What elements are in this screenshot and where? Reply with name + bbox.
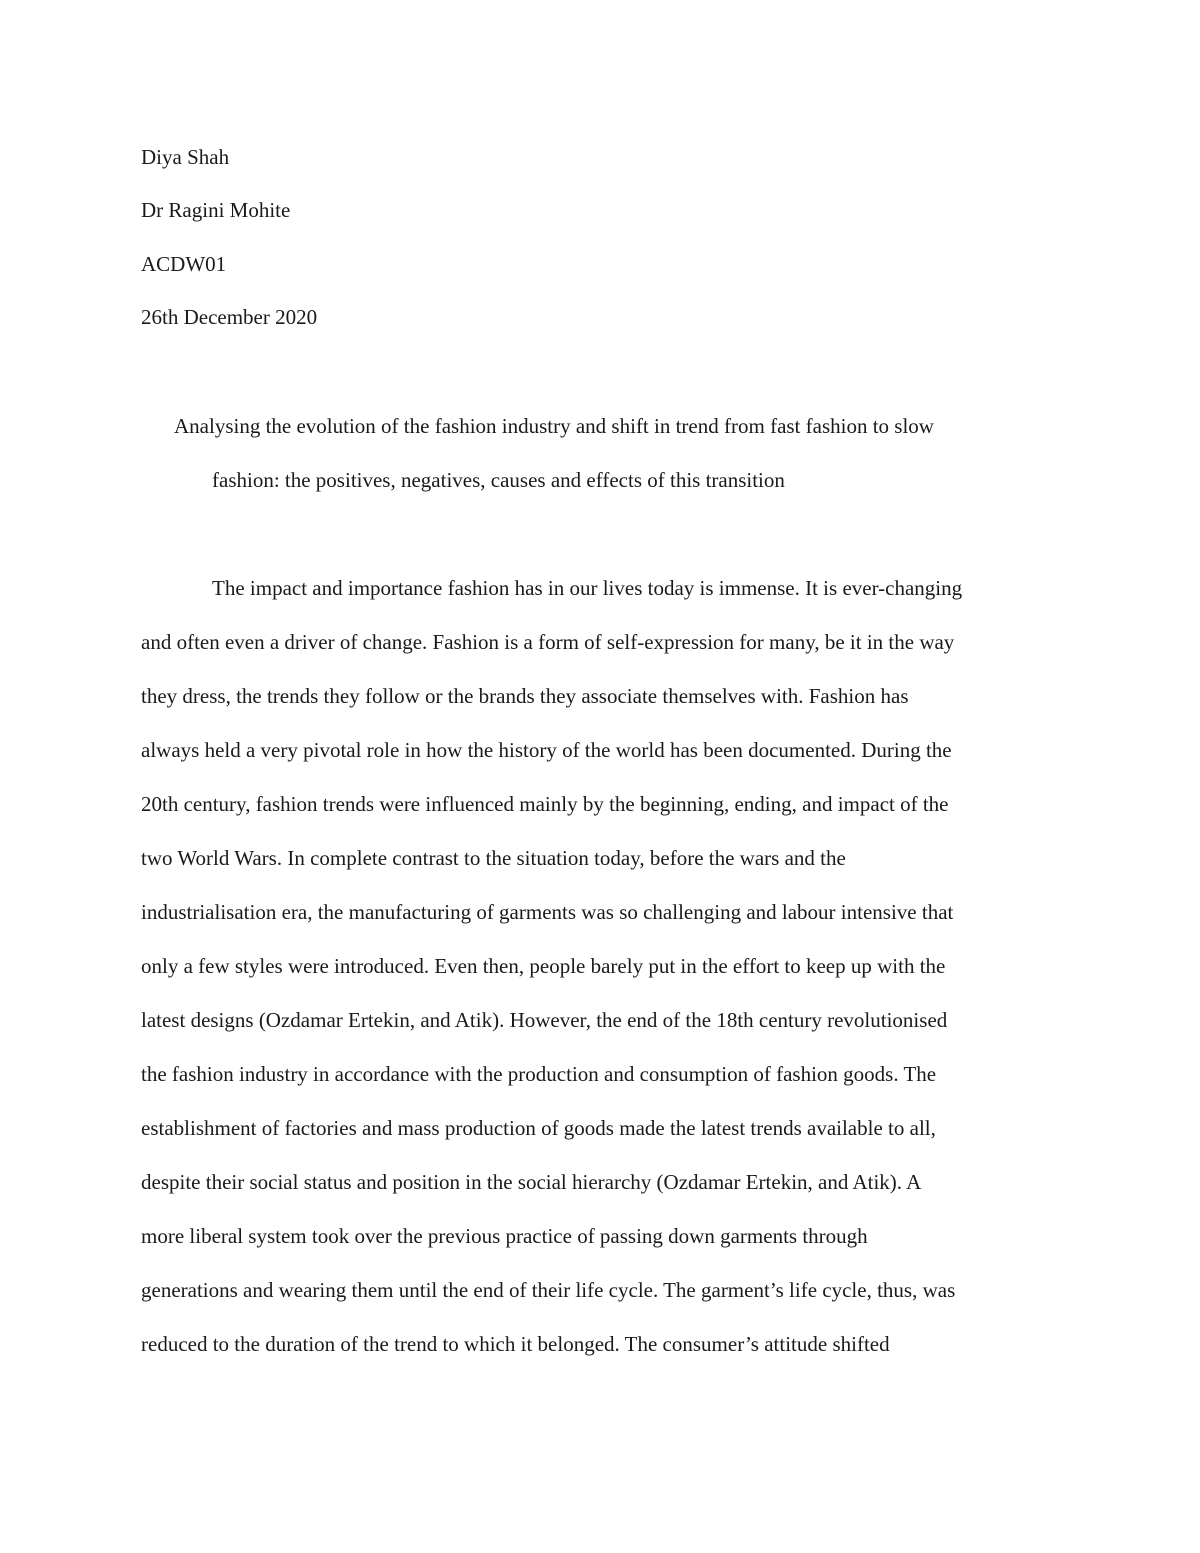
body-line: reduced to the duration of the trend to which it belonged. The consumer’s attitude shifted [141,1332,890,1356]
body-line: latest designs (Ozdamar Ertekin, and Atik). However, the end of the 18th century revolutionised [141,1008,948,1032]
instructor-name: Dr Ragini Mohite [141,198,291,222]
body-line: The impact and importance fashion has in our lives today is immense. It is ever-changing [212,576,963,600]
body-line: industrialisation era, the manufacturing of garments was so challenging and labour intensive that [141,900,954,924]
body-line: only a few styles were introduced. Even then, people barely put in the effort to keep up with the [141,954,946,978]
body-line: more liberal system took over the previous practice of passing down garments through [141,1224,868,1248]
course-code: ACDW01 [141,252,227,276]
essay-title-line: Analysing the evolution of the fashion industry and shift in trend from fast fashion to slow [174,414,934,438]
body-line: establishment of factories and mass production of goods made the latest trends available to all, [141,1116,936,1140]
body-line: they dress, the trends they follow or the brands they associate themselves with. Fashion has [141,684,909,708]
body-line: generations and wearing them until the end of their life cycle. The garment’s life cycle, thus, was [141,1278,956,1302]
author-name: Diya Shah [141,145,230,169]
body-line: two World Wars. In complete contrast to the situation today, before the wars and the [141,846,846,870]
submission-date: 26th December 2020 [141,305,318,329]
body-line: despite their social status and position in the social hierarchy (Ozdamar Ertekin, and Atik). A [141,1170,922,1194]
body-line: always held a very pivotal role in how the history of the world has been documented. During the [141,738,952,762]
body-line: the fashion industry in accordance with the production and consumption of fashion goods. The [141,1062,937,1086]
body-line: and often even a driver of change. Fashion is a form of self-expression for many, be it in the way [141,630,955,654]
body-line: 20th century, fashion trends were influenced mainly by the beginning, ending, and impact of the [141,792,949,816]
essay-title-line: fashion: the positives, negatives, causes and effects of this transition [212,468,785,492]
